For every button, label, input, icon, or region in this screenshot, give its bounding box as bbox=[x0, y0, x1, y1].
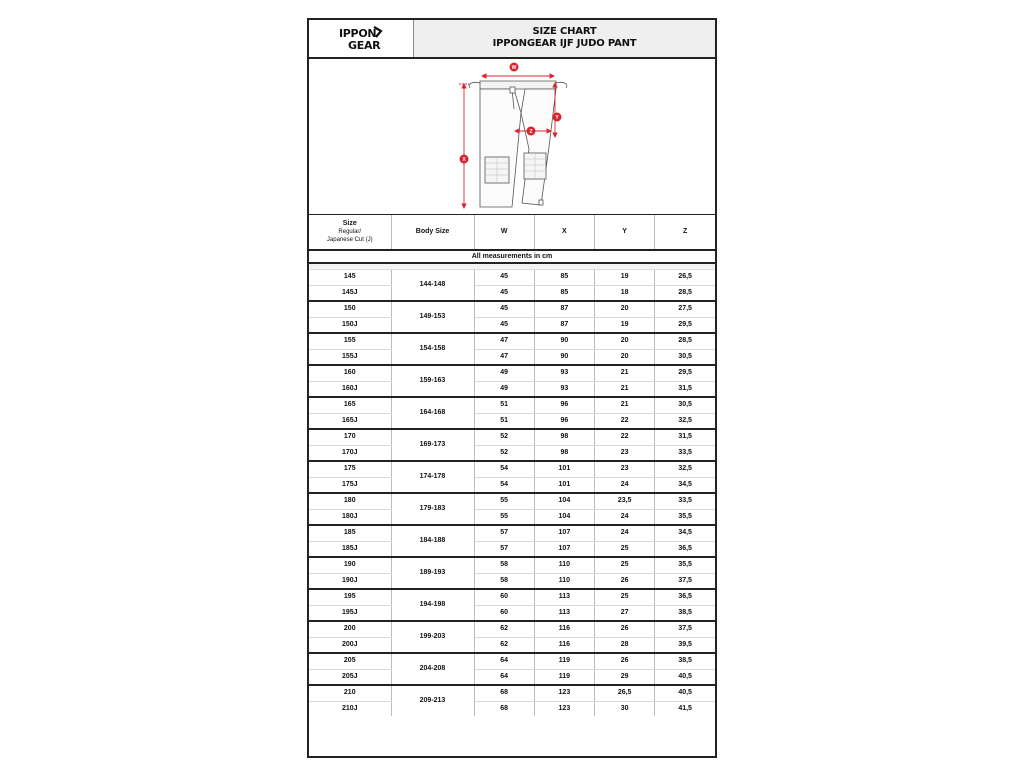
x-cell: 101 bbox=[534, 461, 594, 477]
w-cell: 62 bbox=[474, 637, 534, 653]
w-cell: 68 bbox=[474, 701, 534, 716]
size-cell: 190J bbox=[309, 573, 391, 589]
size-cell: 160J bbox=[309, 381, 391, 397]
w-cell: 68 bbox=[474, 685, 534, 701]
w-cell: 58 bbox=[474, 557, 534, 573]
z-cell: 32,5 bbox=[655, 461, 715, 477]
y-cell: 19 bbox=[595, 270, 655, 286]
z-cell: 30,5 bbox=[655, 397, 715, 413]
y-cell: 22 bbox=[595, 413, 655, 429]
size-cell: 190 bbox=[309, 557, 391, 573]
w-cell: 45 bbox=[474, 301, 534, 317]
table-row bbox=[309, 270, 715, 286]
z-cell: 41,5 bbox=[678, 704, 692, 712]
w-cell: 45 bbox=[474, 285, 534, 301]
table-row bbox=[309, 541, 715, 557]
measurement-note-row bbox=[309, 250, 715, 263]
x-cell: 90 bbox=[534, 349, 594, 365]
w-cell: 57 bbox=[474, 525, 534, 541]
header-x: X bbox=[534, 215, 594, 250]
size-cell: 160 bbox=[309, 365, 391, 381]
pant-diagram bbox=[309, 57, 715, 216]
w-cell: 49 bbox=[474, 365, 534, 381]
body-size-cell: 164-168 bbox=[391, 397, 474, 429]
x-cell: 104 bbox=[534, 493, 594, 509]
w-cell: 58 bbox=[474, 573, 534, 589]
body-size-cell: 159-163 bbox=[391, 365, 474, 397]
brand-logo bbox=[339, 27, 389, 53]
y-cell: 30 bbox=[595, 701, 655, 716]
x-cell: 87 bbox=[534, 301, 594, 317]
w-cell: 60 bbox=[474, 589, 534, 605]
header-w: W bbox=[474, 215, 534, 250]
size-group bbox=[309, 525, 715, 557]
x-cell: 98 bbox=[534, 445, 594, 461]
header-y: Y bbox=[595, 215, 655, 250]
chevron-right-icon bbox=[373, 26, 383, 38]
table-row bbox=[309, 477, 715, 493]
size-cell: 180J bbox=[309, 509, 391, 525]
y-cell: 26 bbox=[595, 573, 655, 589]
w-cell: 51 bbox=[474, 413, 534, 429]
body-size-cell: 179-183 bbox=[391, 493, 474, 525]
body-size-cell: 199-203 bbox=[391, 621, 474, 653]
w-cell: 45 bbox=[474, 317, 534, 333]
table-row bbox=[309, 509, 715, 525]
table-row bbox=[309, 701, 715, 716]
w-cell: 60 bbox=[474, 605, 534, 621]
size-cell: 170J bbox=[309, 445, 391, 461]
z-cell: 35,5 bbox=[655, 509, 715, 525]
size-cell: 210J bbox=[309, 701, 391, 716]
size-group bbox=[309, 621, 715, 653]
y-cell: 28 bbox=[595, 637, 655, 653]
size-cell: 180 bbox=[309, 493, 391, 509]
header-size-sub-1: Regular/ bbox=[338, 229, 362, 235]
x-cell: 96 bbox=[534, 413, 594, 429]
x-cell: 87 bbox=[534, 317, 594, 333]
table-row bbox=[309, 493, 715, 509]
body-size-cell: 144-148 bbox=[391, 270, 474, 302]
x-cell: 119 bbox=[534, 653, 594, 669]
table-row bbox=[309, 285, 715, 301]
y-cell: 21 bbox=[595, 365, 655, 381]
size-cell: 145J bbox=[309, 285, 391, 301]
diagram-label-w: W bbox=[511, 65, 517, 71]
table-row bbox=[309, 557, 715, 573]
x-cell: 98 bbox=[534, 429, 594, 445]
size-cell: 170 bbox=[309, 429, 391, 445]
z-cell: 38,5 bbox=[655, 605, 715, 621]
z-cell: 37,5 bbox=[655, 621, 715, 637]
y-cell: 18 bbox=[595, 285, 655, 301]
z-cell: 38,5 bbox=[655, 653, 715, 669]
diagram-label-y: Y bbox=[555, 115, 559, 121]
y-cell: 21 bbox=[595, 381, 655, 397]
w-cell: 49 bbox=[474, 381, 534, 397]
x-cell: 119 bbox=[534, 669, 594, 685]
y-cell: 26,5 bbox=[595, 685, 655, 701]
z-cell: 40,5 bbox=[655, 669, 715, 685]
x-cell: 107 bbox=[534, 525, 594, 541]
table-row bbox=[309, 349, 715, 365]
y-cell: 21 bbox=[595, 397, 655, 413]
x-cell: 116 bbox=[534, 621, 594, 637]
w-cell: 51 bbox=[474, 397, 534, 413]
size-cell: 195J bbox=[309, 605, 391, 621]
table-row bbox=[309, 589, 715, 605]
x-cell: 113 bbox=[534, 589, 594, 605]
table-row bbox=[309, 637, 715, 653]
x-cell: 107 bbox=[534, 541, 594, 557]
diagram-label-x: X bbox=[462, 157, 466, 163]
size-group bbox=[309, 557, 715, 589]
y-cell: 22 bbox=[595, 429, 655, 445]
w-cell: 55 bbox=[474, 493, 534, 509]
body-size-cell: 174-178 bbox=[391, 461, 474, 493]
y-cell: 24 bbox=[595, 525, 655, 541]
y-cell: 23 bbox=[595, 461, 655, 477]
z-cell: 28,5 bbox=[655, 285, 715, 301]
body-size-cell: 149-153 bbox=[391, 301, 474, 333]
table-row bbox=[309, 461, 715, 477]
x-cell: 110 bbox=[534, 573, 594, 589]
header-z: Z bbox=[655, 215, 715, 250]
header-size-main: Size bbox=[342, 220, 357, 227]
table-row bbox=[309, 573, 715, 589]
size-group bbox=[309, 461, 715, 493]
y-cell: 26 bbox=[595, 653, 655, 669]
body-size-cell: 209-213 bbox=[391, 685, 474, 716]
header bbox=[309, 20, 715, 59]
y-cell: 23,5 bbox=[595, 493, 655, 509]
w-cell: 55 bbox=[474, 509, 534, 525]
size-cell: 185J bbox=[309, 541, 391, 557]
brand-line-2: GEAR bbox=[348, 39, 381, 52]
body-size-cell: 169-173 bbox=[391, 429, 474, 461]
diagram-label-z: Z bbox=[529, 129, 533, 135]
size-cell: 165J bbox=[309, 413, 391, 429]
w-cell: 62 bbox=[474, 621, 534, 637]
z-cell: 34,5 bbox=[655, 525, 715, 541]
z-cell: 31,5 bbox=[655, 429, 715, 445]
x-cell: 123 bbox=[534, 701, 594, 716]
table-row bbox=[309, 397, 715, 413]
y-cell: 25 bbox=[595, 557, 655, 573]
w-cell: 52 bbox=[474, 445, 534, 461]
w-cell: 52 bbox=[474, 429, 534, 445]
table-row bbox=[309, 429, 715, 445]
table-row bbox=[309, 685, 715, 701]
y-cell: 19 bbox=[595, 317, 655, 333]
body-size-cell: 154-158 bbox=[391, 333, 474, 365]
x-cell: 90 bbox=[534, 333, 594, 349]
z-cell: 39,5 bbox=[655, 637, 715, 653]
z-cell: 36,5 bbox=[655, 589, 715, 605]
size-group bbox=[309, 589, 715, 621]
body-size-cell: 204-208 bbox=[391, 653, 474, 685]
size-cell: 195 bbox=[309, 589, 391, 605]
y-cell: 24 bbox=[595, 477, 655, 493]
size-cell: 150J bbox=[309, 317, 391, 333]
size-group bbox=[309, 429, 715, 461]
table-row bbox=[309, 381, 715, 397]
x-cell: 101 bbox=[534, 477, 594, 493]
header-size bbox=[309, 215, 391, 250]
measurement-note: All measurements in cm bbox=[309, 250, 715, 263]
w-cell: 45 bbox=[474, 270, 534, 286]
table-row bbox=[309, 653, 715, 669]
y-cell: 20 bbox=[595, 301, 655, 317]
body-size-cell: 184-188 bbox=[391, 525, 474, 557]
x-cell: 110 bbox=[534, 557, 594, 573]
size-group bbox=[309, 301, 715, 333]
w-cell: 57 bbox=[474, 541, 534, 557]
table-row bbox=[309, 621, 715, 637]
body-size-cell: 189-193 bbox=[391, 557, 474, 589]
x-cell: 113 bbox=[534, 605, 594, 621]
z-cell: 28,5 bbox=[655, 333, 715, 349]
z-cell: 37,5 bbox=[655, 573, 715, 589]
w-cell: 54 bbox=[474, 477, 534, 493]
y-cell: 27 bbox=[595, 605, 655, 621]
pant-illustration bbox=[309, 57, 715, 214]
title-cell bbox=[414, 20, 715, 57]
size-cell: 175 bbox=[309, 461, 391, 477]
size-group bbox=[309, 493, 715, 525]
header-body-size: Body Size bbox=[391, 215, 474, 250]
y-cell: 23 bbox=[595, 445, 655, 461]
brand-line-1: IPPON bbox=[339, 27, 377, 40]
table-header-row bbox=[309, 215, 715, 250]
x-cell: 85 bbox=[534, 270, 594, 286]
title-line-2: IPPONGEAR IJF JUDO PANT bbox=[492, 38, 637, 49]
z-cell: 30,5 bbox=[655, 349, 715, 365]
table-row bbox=[309, 605, 715, 621]
header-size-sub-2: Japanese Cut (J) bbox=[326, 237, 373, 243]
size-cell: 200J bbox=[309, 637, 391, 653]
z-cell: 27,5 bbox=[655, 301, 715, 317]
z-cell: 31,5 bbox=[655, 381, 715, 397]
w-cell: 64 bbox=[474, 653, 534, 669]
x-cell: 116 bbox=[534, 637, 594, 653]
table-row bbox=[309, 365, 715, 381]
body-size-cell: 194-198 bbox=[391, 589, 474, 621]
y-cell: 25 bbox=[595, 541, 655, 557]
size-group bbox=[309, 333, 715, 365]
z-cell: 40,5 bbox=[655, 685, 715, 701]
x-cell: 93 bbox=[534, 381, 594, 397]
z-cell: 33,5 bbox=[655, 445, 715, 461]
size-cell: 145 bbox=[309, 270, 391, 286]
logo-cell bbox=[309, 20, 414, 57]
z-cell: 33,5 bbox=[655, 493, 715, 509]
size-cell: 205 bbox=[309, 653, 391, 669]
size-cell: 155 bbox=[309, 333, 391, 349]
table-row bbox=[309, 445, 715, 461]
x-cell: 96 bbox=[534, 397, 594, 413]
y-cell: 25 bbox=[595, 589, 655, 605]
size-group bbox=[309, 270, 715, 302]
size-cell: 205J bbox=[309, 669, 391, 685]
size-group bbox=[309, 397, 715, 429]
y-cell: 20 bbox=[595, 333, 655, 349]
z-cell: 29,5 bbox=[655, 317, 715, 333]
y-cell: 24 bbox=[595, 509, 655, 525]
y-cell: 29 bbox=[595, 669, 655, 685]
z-cell: 36,5 bbox=[655, 541, 715, 557]
x-cell: 85 bbox=[534, 285, 594, 301]
size-cell: 165 bbox=[309, 397, 391, 413]
w-cell: 64 bbox=[474, 669, 534, 685]
table-row bbox=[309, 669, 715, 685]
table-row bbox=[309, 301, 715, 317]
x-cell: 104 bbox=[534, 509, 594, 525]
size-table bbox=[309, 215, 715, 716]
x-cell: 93 bbox=[534, 365, 594, 381]
table-row bbox=[309, 525, 715, 541]
x-cell: 123 bbox=[534, 685, 594, 701]
z-cell: 35,5 bbox=[655, 557, 715, 573]
size-group bbox=[309, 365, 715, 397]
size-cell: 200 bbox=[309, 621, 391, 637]
y-cell: 20 bbox=[595, 349, 655, 365]
title-line-1: SIZE CHART bbox=[532, 26, 597, 37]
size-group bbox=[309, 685, 715, 716]
size-cell: 175J bbox=[309, 477, 391, 493]
table-row bbox=[309, 333, 715, 349]
size-chart-sheet bbox=[307, 18, 717, 758]
z-cell: 34,5 bbox=[655, 477, 715, 493]
w-cell: 47 bbox=[474, 333, 534, 349]
table-row bbox=[309, 317, 715, 333]
z-cell: 32,5 bbox=[655, 413, 715, 429]
size-cell: 185 bbox=[309, 525, 391, 541]
w-cell: 47 bbox=[474, 349, 534, 365]
table-row bbox=[309, 413, 715, 429]
y-cell: 26 bbox=[595, 621, 655, 637]
z-cell: 26,5 bbox=[655, 270, 715, 286]
z-cell: 29,5 bbox=[655, 365, 715, 381]
size-group bbox=[309, 653, 715, 685]
w-cell: 54 bbox=[474, 461, 534, 477]
size-cell: 155J bbox=[309, 349, 391, 365]
size-cell: 210 bbox=[309, 685, 391, 701]
size-cell: 150 bbox=[309, 301, 391, 317]
